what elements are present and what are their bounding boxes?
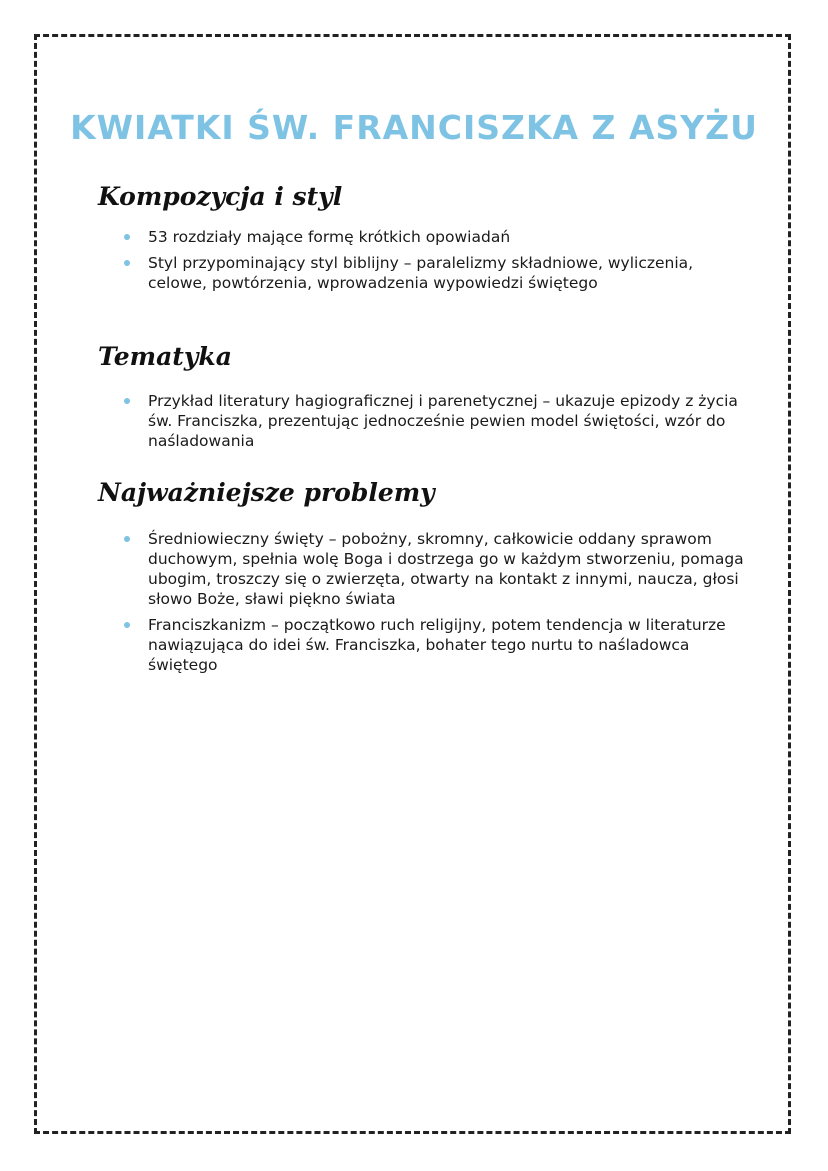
list-item-text: Styl przypominający styl biblijny – paralelizmy składniowe, wyliczenia, celowe, powtórzenia, wprowadzenia wypowiedzi świętego (148, 254, 694, 292)
bullet-dot-icon (124, 536, 130, 542)
section-heading: Tematyka (98, 342, 232, 371)
bullet-list (98, 391, 748, 451)
list-item (98, 227, 748, 247)
section-heading: Najważniejsze problemy (98, 478, 435, 507)
page-title: KWIATKI ŚW. FRANCISZKA Z ASYŻU (70, 108, 758, 147)
list-item-text: Przykład literatury hagiograficznej i parenetycznej – ukazuje epizody z życia św. Franciszka, prezentując jednocześnie pewien model świętości, wzór do naśladowania (148, 392, 738, 450)
list-item-text: Franciszkanizm – początkowo ruch religijny, potem tendencja w literaturze nawiązująca do idei św. Franciszka, bohater tego nurtu to naśladowca świętego (148, 616, 726, 674)
bullet-list (98, 529, 748, 675)
bullet-list (98, 227, 748, 293)
section-heading: Kompozycja i styl (98, 182, 343, 211)
bullet-dot-icon (124, 398, 130, 404)
list-item (98, 391, 748, 451)
list-item-text: Średniowieczny święty – pobożny, skromny, całkowicie oddany sprawom duchowym, spełnia wolę Boga i dostrzega go w każdym stworzeniu, pomaga ubogim, troszczy się o zwierzęta, otwarty na kontakt z innymi, naucza, głosi słowo Boże, sławi piękno świata (148, 530, 744, 608)
bullet-dot-icon (124, 622, 130, 628)
bullet-dot-icon (124, 234, 130, 240)
bullet-dot-icon (124, 260, 130, 266)
section-problems (98, 478, 748, 681)
list-item-text: 53 rozdziały mające formę krótkich opowiadań (148, 228, 511, 246)
list-item (98, 615, 748, 675)
section-theme (98, 342, 748, 457)
section-composition (98, 182, 748, 299)
list-item (98, 253, 748, 293)
list-item (98, 529, 748, 609)
